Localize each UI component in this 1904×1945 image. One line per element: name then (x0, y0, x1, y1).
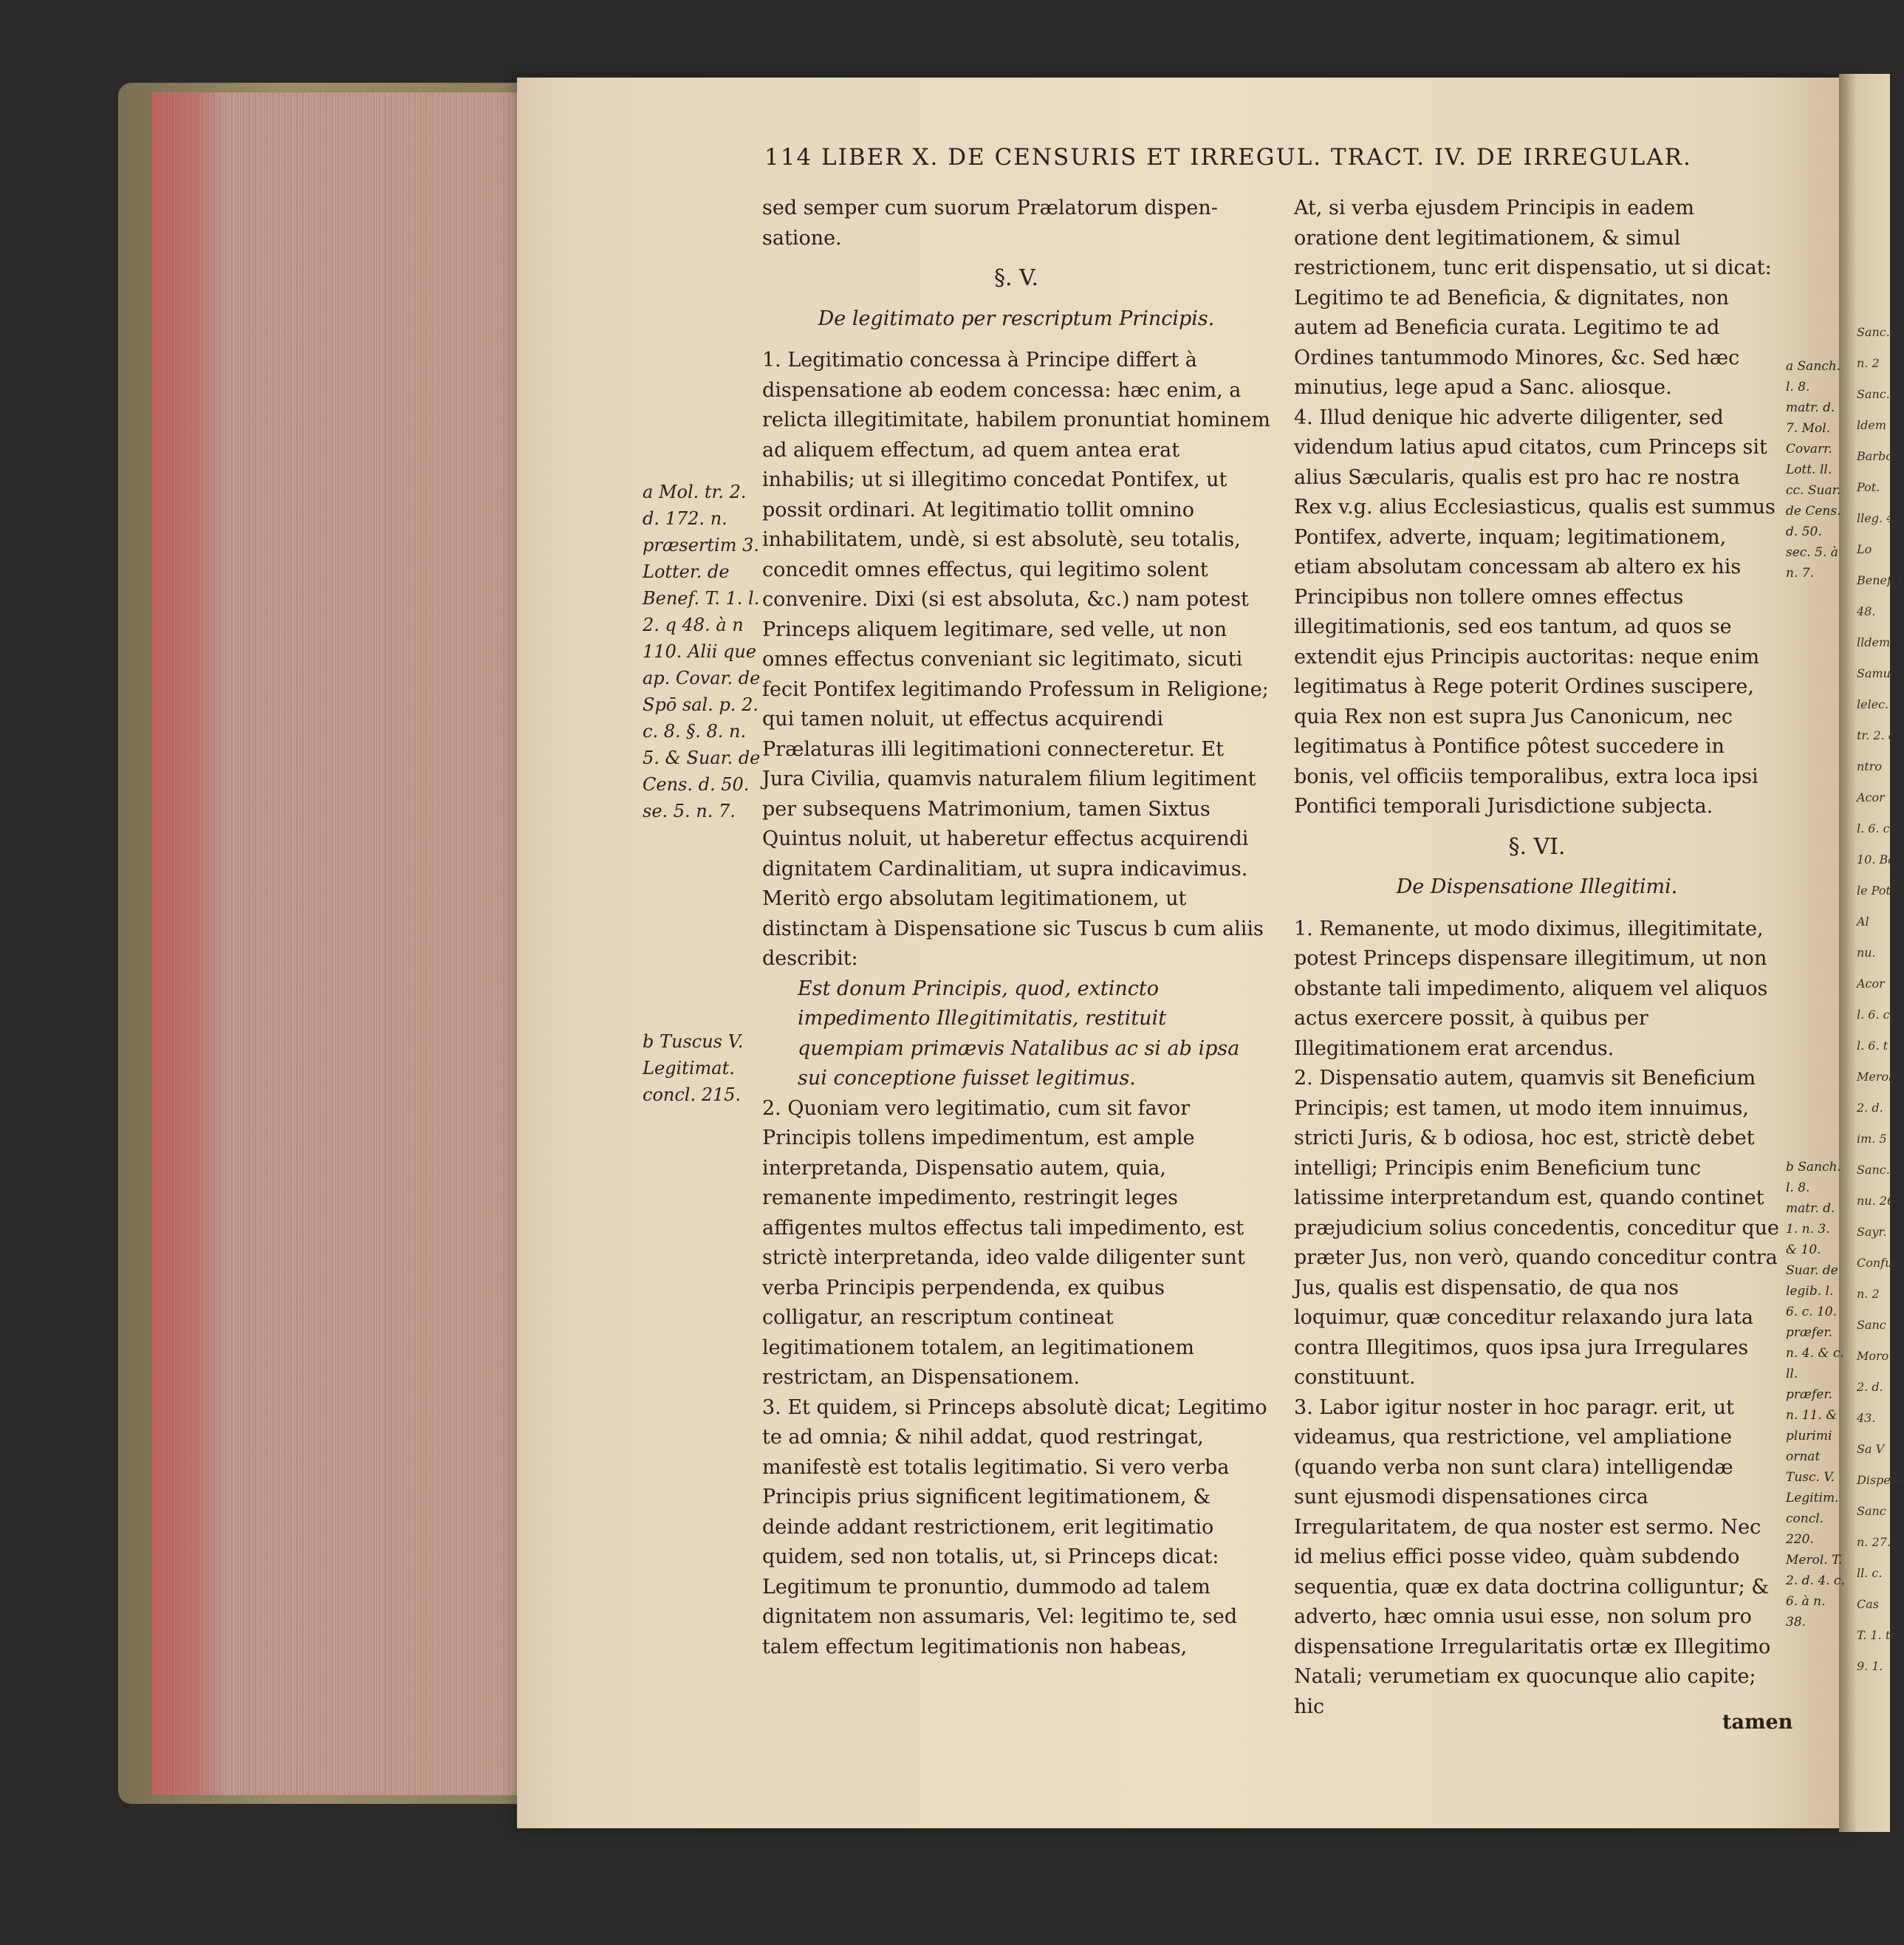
adjacent-page-fragment: ntro (1857, 759, 1883, 773)
adjacent-page-fragment: n. 2 (1857, 356, 1880, 370)
paragraph: 4. Illud denique hic adverte diligenter, sed videndum latius apud citatos, cum Princeps sit alius Sæcularis, qualis est pro hac re nostra Rex v.g. alius Ecclesiasticus, qualis est summus Pontifex, adverte, inquam; legitimationem, etiam absolutam concessam ab altero ex his Principibus non tollere omnes effectus illegitimationis, sed eos tantum, ad quos se extendit ejus Principis auctoritas: neque enim legitimatus à Rege poterit Ordines suscipere, quia Rex non est supra Jus Canonicum, nec legitimatus à Pontifice pôtest succedere in bonis, vel officiis temporalibus, extra loca ipsi Pontifici temporali Jurisdictione subjecta. (1294, 406, 1775, 818)
paragraph: 1. Remanente, ut modo diximus, illegitimitate, potest Princeps dispensare illegitimum, ut non obstante tali impedimento, aliquem vel aliquos actus exercere possit, à quibus per Illegitimationem erat arcendus. (1294, 917, 1768, 1060)
adjacent-page-fragment: Confur. (1857, 1256, 1901, 1270)
adjacent-page-fragment: 2. d. (1857, 1101, 1883, 1115)
adjacent-page-fragment: lleg. 4 (1857, 511, 1894, 525)
adjacent-page-fragment: Acor (1857, 977, 1885, 991)
paragraph: 1. Legitimatio concessa à Principe differt à dispensatione ab eodem concessa: hæc enim, a relicta illegitimitate, habilem pronuntiat hominem ad aliquem effectum, ad quem antea erat inhabilis; ut si illegitimo concedat Pontifex, ut possit ordinari. At legitimatio tollit omnino inhabilitatem, undè, si est absolutè, seu totalis, concedit omnes effectus, qui legitimo solent convenire. Dixi (si est absoluta, &c.) nam potest Princeps aliquem legitimare, sed velle, ut non omnes effectus conveniant sic legitimato, sicuti fecit Pontifex legitimando Professum in Religione; qui tamen noluit, ut effectus acquirendi Prælaturas illi legitimationi connecteretur. Et Jura Civilia, quamvis naturalem filium legitiment per subsequens Matrimonium, tamen Sixtus Quintus noluit, ut haberetur effectus acquirendi dignitatem Cardinalitiam, ut supra indicavimus. Meritò ergo absolutam legitimationem, ut distinctam à Dispensatione sic Tuscus b cum aliis describit: (762, 349, 1270, 970)
adjacent-page-fragment: Barbo (1857, 449, 1893, 463)
margin-note-a: a Mol. tr. 2. d. 172. n. præsertim 3. Lotter. de Benef. T. 1. l. 2. q 48. à n 110. Alii que ap. Covar. de Spō sal. p. 2. c. 8. §. 8. n. 5. & Suar. de Cens. d. 50. se. 5. n. 7. (643, 482, 761, 821)
adjacent-page-fragment: Sanc. (1857, 1163, 1890, 1177)
adjacent-page-fragment: Sanc (1857, 1504, 1886, 1518)
adjacent-page-fragment: le Pote (1857, 883, 1898, 898)
adjacent-page-fragment: ldem (1857, 418, 1886, 432)
margin-note-d: b Sanch. l. 8. matr. d. 1. n. 3. & 10. Suar. de legib. l. 6. c. 10. præfer. n. 4. & c. ll. præfer. n. 11. & plurimi ornat Tusc. V. Legitim. concl. 220. Merol. T. 2. d. 4. c. 6. à n. 38. (1786, 1160, 1845, 1630)
adjacent-page-fragment: n. 2 (1857, 1287, 1880, 1301)
adjacent-page-fragment: im. 5 (1857, 1132, 1887, 1146)
running-header: 114 LIBER X. DE CENSURIS ET IRREGUL. TRACT. IV. DE IRREGULAR. (764, 144, 1692, 171)
section-subtitle: De Dispensatione Illegitimi. (1396, 875, 1678, 898)
adjacent-page-fragment: T. 1. tr. (1857, 1628, 1899, 1642)
adjacent-page-fragment: ll. c. (1857, 1566, 1883, 1580)
adjacent-page-fragment: Benef. l (1857, 573, 1903, 587)
adjacent-page-fragment: Lo (1857, 542, 1872, 556)
margin-note-c: a Sanch. l. 8. matr. d. 7. Mol. Covarr. Lott. ll. cc. Suar. de Cens. d. 50. sec. 5. à n. 7. (1786, 359, 1841, 581)
adjacent-page-fragment: Sanc (1857, 1318, 1886, 1332)
adjacent-page-fragment: 10. Ba (1857, 852, 1895, 866)
section-heading: §. VI. (1508, 833, 1566, 860)
adjacent-page-fragment: l. 6. c (1857, 1008, 1890, 1022)
adjacent-page-fragment: lelec. (1857, 697, 1889, 711)
section-heading: §. V. (993, 265, 1039, 291)
left-text-column (762, 194, 1270, 1662)
adjacent-page-fragment: 9. 1. (1857, 1659, 1883, 1673)
quotation: Est donum Principis, quod, extincto impedimento Illegitimitatis, restituit quempiam primævis Natalibus ac si ab ipsa sui conceptione fuisset legitimus. (798, 977, 1240, 1090)
paragraph: 2. Quoniam vero legitimatio, cum sit favor Principis tollens impedimentum, est ample interpretanda, Dispensatio autem, quia, remanente impedimento, restringit leges affigentes multos effectus tali impedimento, est strictè interpretanda, ideo valde diligenter sunt verba Principis perpendenda, ex quibus colligatur, an rescriptum contineat legitimationem totalem, an legitimationem restrictam, an Dispensationem. (762, 1096, 1245, 1389)
paragraph: 2. Dispensatio autem, quamvis sit Beneficium Principis; est tamen, ut modo item innuimus, stricti Juris, & b odiosa, hoc est, strictè debet intelligi; Principis enim Beneficium tunc latissime interpretandum est, quando continet præjudicium solius concedentis, conceditur que præter Jus, non verò, quando conceditur contra Jus, qualis est dispensatio, de qua nos loquimur, quæ conceditur relaxando jura lata contra Illegitimos, quos ipsa jura Irregulares constituunt. (1294, 1067, 1779, 1389)
paragraph: 3. Et quidem, si Princeps absolutè dicat; Legitimo te ad omnia; & nihil addat, quod restringat, manifestè est totalis legitimatio. Si vero verba Principis prius significent legitimationem, & deinde addant restrictionem, erit legitimatio quidem, sed non totalis, ut, si Princeps dicat: Legitimum te pronuntio, dummodo ad talem dignitatem non assumaris, Vel: legitimo te, sed talem effectum legitimationis non habeas, (762, 1395, 1267, 1658)
adjacent-page-fragment: Sanc. l (1857, 325, 1898, 339)
adjacent-page-fragment: 2. d. (1857, 1380, 1883, 1394)
adjacent-page-fragment: Merol (1857, 1070, 1893, 1084)
adjacent-page-edge (1839, 74, 1904, 1832)
paragraph: At, si verba ejusdem Principis in eadem oratione dent legitimationem, & simul restrictionem, tunc erit dispensatio, ut si dicat: Legitimo te ad Beneficia, & dignitates, non autem ad Beneficia curata. Legitimo te ad Ordines tantummodo Minores, &c. Sed hæc minutius, lege apud a Sanc. aliosque. (1294, 196, 1772, 399)
catchword: tamen (1722, 1711, 1793, 1734)
section-subtitle: De legitimato per rescriptum Principis. (818, 307, 1215, 330)
adjacent-page-fragment: Samue (1857, 666, 1898, 680)
adjacent-page-fragment: Acor (1857, 790, 1885, 804)
adjacent-page-fragment: nu. 26 (1857, 1194, 1895, 1208)
adjacent-page-fragment: Pot. (1857, 480, 1880, 494)
adjacent-page-fragment: Dispens (1857, 1473, 1904, 1487)
right-text-column (1294, 194, 1780, 1722)
adjacent-page-fragment: lldem (1857, 635, 1891, 649)
adjacent-page-fragment: Moro (1857, 1349, 1889, 1363)
adjacent-page-fragment: 48. (1857, 604, 1876, 618)
adjacent-page-fragment: Sa V (1857, 1442, 1885, 1456)
adjacent-page-fragment: l. 6. t (1857, 1039, 1888, 1053)
margin-note-b: b Tuscus V. Legitimat. concl. 215. (643, 1031, 744, 1105)
adjacent-page-fragment: 43. (1857, 1411, 1876, 1425)
adjacent-page-fragment: Sanc. (1857, 387, 1890, 401)
paragraph-continuation: sed semper cum suorum Prælatorum dispen- satione. (762, 196, 1218, 250)
adjacent-page-fragment: Cas (1857, 1597, 1879, 1611)
adjacent-page-fragment: n. 27. (1857, 1535, 1891, 1549)
adjacent-page-fragment: Al (1857, 915, 1869, 929)
adjacent-page-fragment: nu. (1857, 946, 1876, 960)
adjacent-page-fragment: tr. 2. a (1857, 728, 1896, 742)
adjacent-page-fragment: Sayr. (1857, 1225, 1887, 1239)
paragraph: 3. Labor igitur noster in hoc paragr. erit, ut videamus, qua restrictione, vel ampliatione (quando verba non sunt clara) intelligendæ sunt ejusmodi dispensationes circa Irregularitatem, de qua noster est sermo. Nec id melius effici posse video, quàm subdendo sequentia, quæ ex data doctrina colliguntur; & adverto, hæc omnia usui esse, non solum pro dispensatione Irregularitatis ortæ ex Illegitimo Natali; verumetiam ex quocunque alio capite; hic (1294, 1395, 1771, 1718)
page-block-edge (151, 92, 524, 1795)
adjacent-page-fragment: l. 6. c (1857, 821, 1890, 835)
